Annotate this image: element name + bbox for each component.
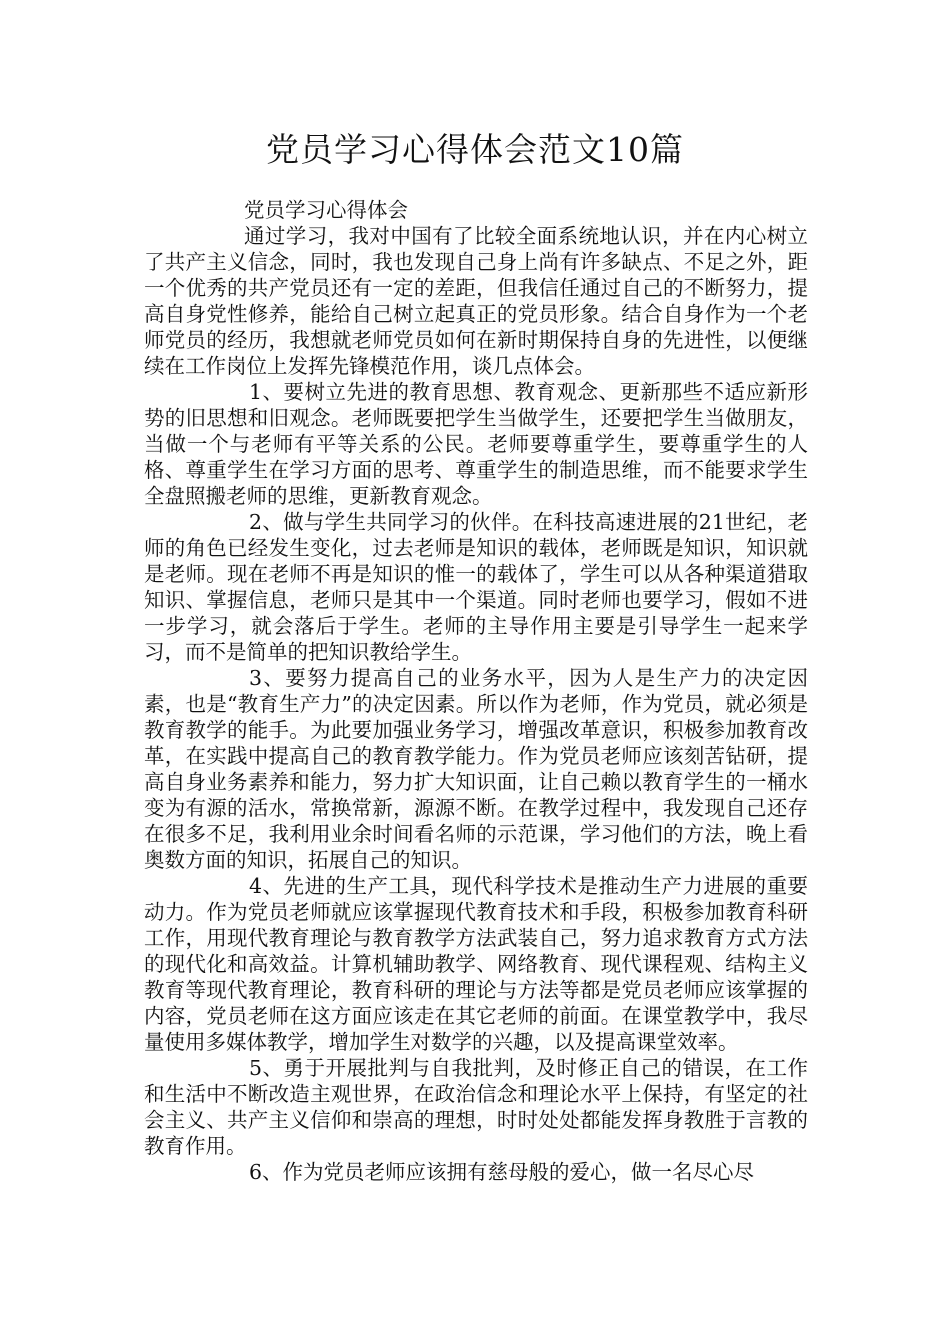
paragraph-point-5: 5、勇于开展批判与自我批判，及时修正自己的错误，在工作和生活中不断改造主观世界，在政治信念和理论水平上保持，有坚定的社会主义、共产主义信仰和崇高的理想，时时处处都能发挥身教胜于言教的教育作用。 — [144, 1056, 808, 1158]
paragraph-point-3: 3、要努力提高自己的业务水平，因为人是生产力的决定因素，也是“教育生产力”的决定因素。所以作为老师，作为党员，就必须是教育教学的能手。为此要加强业务学习，增强改革意识，积极参加教育改革，在实践中提高自己的教育教学能力。作为党员老师应该刻苦钻研，提高自身业务素养和能力，努力扩大知识面，让自己赖以教育学生的一桶水变为有源的活水，常换常新，源源不断。在教学过程中，我发现自己还存在很多不足，我利用业余时间看名师的示范课，学习他们的方法，晚上看奥数方面的知识，拓展自己的知识。 — [144, 666, 808, 872]
document-title: 党员学习心得体会范文10篇 — [266, 130, 684, 169]
paragraph-point-2: 2、做与学生共同学习的伙伴。在科技高速进展的21世纪，老师的角色已经发生变化，过去老师是知识的载体，老师既是知识，知识就是老师。现在老师不再是知识的惟一的载体了，学生可以从各种渠道猎取知识、掌握信息，老师只是其中一个渠道。同时老师也要学习，假如不进一步学习，就会落后于学生。老师的主导作用主要是引导学生一起来学习，而不是简单的把知识教给学生。 — [144, 510, 808, 664]
paragraph-point-6: 6、作为党员老师应该拥有慈母般的爱心，做一名尽心尽 — [249, 1160, 755, 1184]
paragraph-point-1: 1、要树立先进的教育思想、教育观念、更新那些不适应新形势的旧思想和旧观念。老师既要把学生当做学生，还要把学生当做朋友，当做一个与老师有平等关系的公民。老师要尊重学生，要尊重学生的人格、尊重学生在学习方面的思考、尊重学生的制造思维，而不能要求学生全盘照搬老师的思维，更新教育观念。 — [144, 380, 808, 508]
document-body — [144, 197, 808, 1185]
paragraph-point-4: 4、先进的生产工具，现代科学技术是推动生产力进展的重要动力。作为党员老师就应该掌握现代教育技术和手段，积极参加教育科研工作，用现代教育理论与教育教学方法武装自己，努力追求教育方式方法的现代化和高效益。计算机辅助教学、网络教育、现代课程观、结构主义教育等现代教育理论，教育科研的理论与方法等都是党员老师应该掌握的内容，党员老师在这方面应该走在其它老师的前面。在课堂教学中，我尽量使用多媒体教学，增加学生对数学的兴趣，以及提高课堂效率。 — [144, 874, 808, 1054]
section-heading: 党员学习心得体会 — [244, 198, 408, 222]
paragraph-intro: 通过学习，我对中国有了比较全面系统地认识，并在内心树立了共产主义信念，同时，我也发现自己身上尚有许多缺点、不足之外，距一个优秀的共产党员还有一定的差距，但我信任通过自己的不断努力，提高自身党性修养，能给自己树立起真正的党员形象。结合自身作为一个老师党员的经历，我想就老师党员如何在新时期保持自身的先进性，以便继续在工作岗位上发挥先锋模范作用，谈几点体会。 — [144, 224, 808, 378]
